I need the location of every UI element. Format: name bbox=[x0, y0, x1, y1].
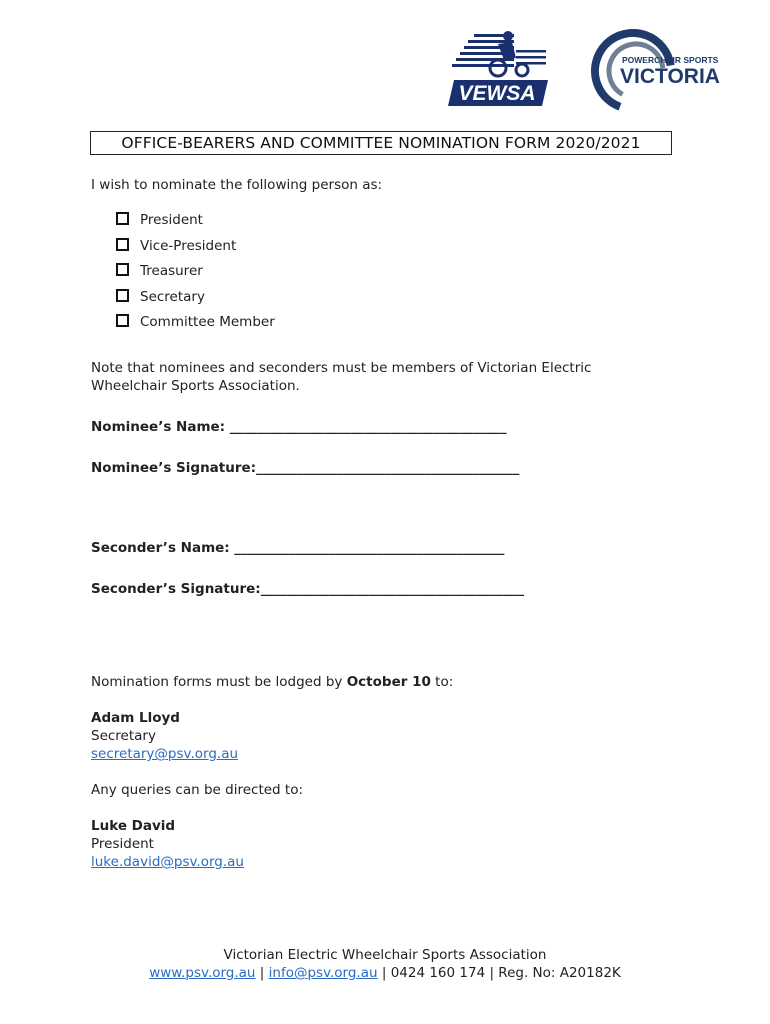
footer-org-name: Victorian Electric Wheelchair Sports Association bbox=[223, 947, 547, 963]
option-secretary[interactable]: Secretary bbox=[116, 288, 205, 306]
checkbox-icon[interactable] bbox=[116, 314, 129, 327]
contact-1-role: Secretary bbox=[91, 728, 156, 744]
footer-email-link[interactable]: info@psv.org.au bbox=[268, 965, 378, 981]
nominee-name-field[interactable]: Nominee’s Name: _________________________________________ bbox=[91, 419, 507, 435]
checkbox-icon[interactable] bbox=[116, 263, 129, 276]
vewsa-logo bbox=[446, 28, 550, 108]
membership-note-line-2: Wheelchair Sports Association. bbox=[91, 378, 300, 394]
option-president[interactable]: President bbox=[116, 211, 203, 229]
psv-wordmark: VICTORIA bbox=[620, 65, 720, 88]
option-vice-president[interactable]: Vice-President bbox=[116, 237, 236, 255]
psv-logo bbox=[588, 28, 728, 114]
contact-1-email-link[interactable]: secretary@psv.org.au bbox=[91, 746, 239, 762]
seconder-signature-field[interactable]: Seconder’s Signature:_______________________________________ bbox=[91, 581, 524, 597]
form-title: OFFICE-BEARERS AND COMMITTEE NOMINATION FORM 2020/2021 bbox=[90, 131, 672, 155]
option-treasurer[interactable]: Treasurer bbox=[116, 262, 203, 280]
seconder-name-field[interactable]: Seconder’s Name: ________________________________________ bbox=[91, 540, 505, 556]
psv-tagline: POWERCHAIR SPORTS bbox=[622, 55, 719, 65]
queries-text: Any queries can be directed to: bbox=[91, 782, 304, 798]
nominee-signature-field[interactable]: Nominee’s Signature:_______________________________________ bbox=[91, 460, 520, 476]
membership-note-line-1: Note that nominees and seconders must be members of Victorian Electric bbox=[91, 360, 592, 376]
contact-1-name: Adam Lloyd bbox=[91, 710, 180, 726]
footer-website-link[interactable]: www.psv.org.au bbox=[149, 965, 256, 981]
wheelchair-athlete-icon bbox=[452, 31, 546, 76]
checkbox-icon[interactable] bbox=[116, 238, 129, 251]
checkbox-icon[interactable] bbox=[116, 212, 129, 225]
deadline-date: October 10 bbox=[346, 674, 431, 690]
intro-text: I wish to nominate the following person as: bbox=[91, 177, 383, 193]
lodgement-text: Nomination forms must be lodged by October 10 to: bbox=[91, 674, 454, 690]
option-committee-member[interactable]: Committee Member bbox=[116, 313, 275, 331]
contact-2-role: President bbox=[91, 836, 154, 852]
footer-contact-line: www.psv.org.au | info@psv.org.au | 0424 160 174 | Reg. No: A20182K bbox=[149, 965, 621, 981]
checkbox-icon[interactable] bbox=[116, 289, 129, 302]
vewsa-wordmark: VEWSA bbox=[458, 82, 536, 105]
contact-2-name: Luke David bbox=[91, 818, 176, 834]
contact-2-email-link[interactable]: luke.david@psv.org.au bbox=[91, 854, 244, 870]
